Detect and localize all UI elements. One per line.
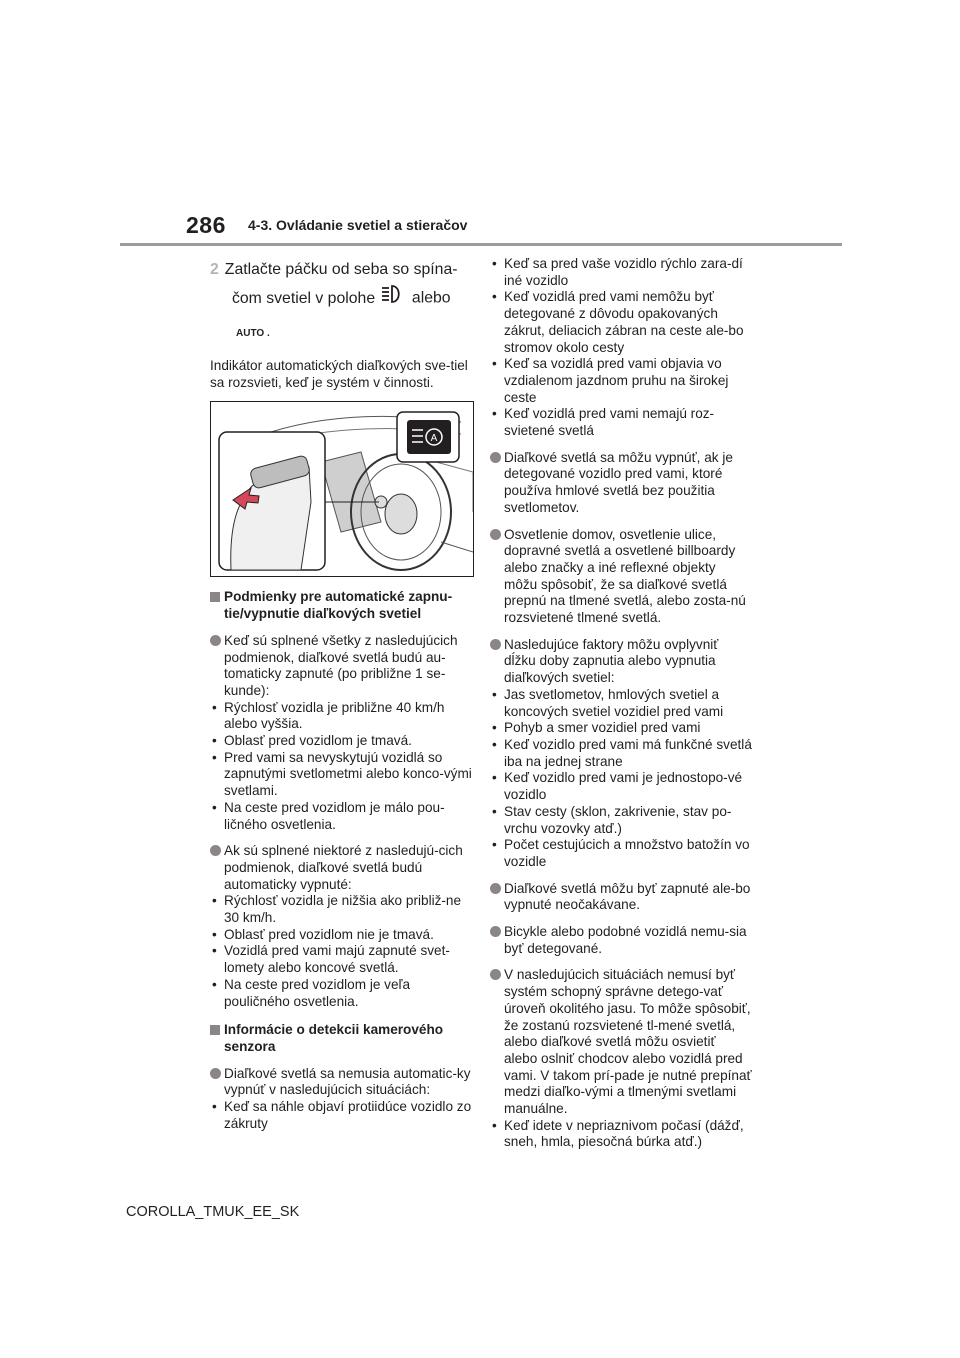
bullet-dot (490, 926, 501, 937)
list-item: • Stav cesty (sklon, zakrivenie, stav po-vrchu vozovky atď.) (492, 803, 732, 836)
list-item: • Keď idete v nepriaznivom počasí (dážď, sneh, hmla, piesočná búrka atď.) (492, 1117, 744, 1150)
list-item: • Keď sa náhle objaví protiidúce vozidlo zo zákruty (212, 1099, 472, 1131)
list-item: • Keď sa vozidlá pred vami objavia vo vzdialenom jazdnom pruhu na širokej ceste (492, 356, 729, 405)
bullet-7-text: Diaľkové svetlá môžu byť zapnuté ale-bo vypnuté neočakávane. (504, 880, 751, 913)
bullet-dot (490, 969, 501, 980)
section1-title: Podmienky pre automatické zapnu-tie/vypnutie diaľkových svetiel (210, 589, 472, 622)
list-item: • Počet cestujúcich a množstvo batožín vo vozidle (492, 837, 750, 869)
left-column (210, 256, 472, 1133)
section2-title: Informácie o detekcii kamerového senzora (210, 1022, 472, 1055)
bullet-3-text: Diaľkové svetlá sa nemusia automatic-ky vypnúť v nasledujúcich situáciách: (224, 1065, 471, 1098)
auto-high-beam-icon (380, 283, 408, 314)
list-item: • Rýchlosť vozidla je približne 40 km/h alebo vyššia. (212, 699, 445, 732)
bullet-dot (490, 639, 501, 650)
svg-text:A: A (430, 433, 438, 445)
bullet-dot (210, 1068, 221, 1079)
auto-position (236, 326, 472, 346)
list-item: • Pohyb a smer vozidiel pred vami (492, 720, 701, 736)
list-item: • Keď vozidlo pred vami má funkčné svetlá iba na jednej strane (492, 736, 752, 769)
bullet-4 (490, 450, 752, 517)
list-item: • Keď sa pred vaše vozidlo rýchlo zara-dí iné vozidlo (492, 256, 743, 288)
step-number: 2 (210, 261, 219, 278)
step-line-1: Zatlačte páčku od seba so spína- (224, 261, 458, 278)
auto-icon: AUTO (236, 328, 265, 339)
bullet-4-text: Diaľkové svetlá sa môžu vypnúť, ak je detegované vozidlo pred vami, ktoré používa hmlové svetlá bez použitia svetlometov. (504, 449, 733, 515)
list-item: • Na ceste pred vozidlom je veľa pouličného osvetlenia. (212, 976, 411, 1009)
section-title: 4-3. Ovládanie svetiel a stieračov (248, 217, 468, 233)
bullet-dot (210, 845, 221, 856)
header-rule (120, 243, 842, 246)
bullet-8-text: Bicykle alebo podobné vozidlá nemu-sia byť detegované. (504, 924, 747, 956)
bullet-5-text: Osvetlenie domov, osvetlenie ulice, dopravné svetlá a osvetlené billboardy alebo značky a iné reflexné objekty môžu spôsobiť, že sa diaľkové svetlá prepnú na tlmené svetlá, alebo zosta-nú rozsvietené tlmené svetlá. (504, 526, 746, 626)
bullet-6-text: Nasledujúce faktory môžu ovplyvniť dĺžku doby zapnutia alebo vypnutia diaľkových svetiel: (504, 636, 719, 686)
bullet-9 (490, 967, 752, 1117)
list-item: • Oblasť pred vozidlom je tmavá. (212, 733, 412, 749)
list-item: • Rýchlosť vozidla je nižšia ako približ-ne 30 km/h. (212, 893, 462, 926)
bullet-dot (490, 883, 501, 894)
list-item: • Keď vozidlo pred vami je jednostopo-vé vozidlo (492, 770, 743, 803)
list-item: • Vozidlá pred vami majú zapnuté svet-lomety alebo koncové svetlá. (212, 943, 450, 976)
bullet-9-text: V nasledujúcich situáciách nemusí byť systém schopný správne detego-vať úroveň okolitého jasu. To môže spôsobiť, že zostanú rozsvietené tl-mené svetlá, alebo diaľkové svetlá môžu osvietiť alebo oslniť chodcov alebo vozidlá pred vami. V takom prí-pade je nutné prepínať medzi diaľko-vými a tlmenými svetlami manuálne. (504, 967, 752, 1117)
right-column (490, 256, 752, 1151)
bullet-dot (490, 452, 501, 463)
page-number: 286 (186, 212, 226, 238)
list-item: • Keď vozidlá pred vami nemajú roz-svietené svetlá (492, 406, 715, 439)
bullet-3 (210, 1066, 472, 1099)
bullet-dot (210, 635, 221, 646)
dashboard-illustration (210, 401, 474, 577)
intro-paragraph: Indikátor automatických diaľkových sve-tiel sa rozsvieti, keď je systém v činnosti. (210, 358, 468, 390)
step-line-2-before: čom svetiel v polohe (232, 289, 376, 307)
list-item: • Oblasť pred vozidlom nie je tmavá. (212, 926, 434, 942)
list-item: • Pred vami sa nevyskytujú vozidlá so zapnutými svetlometmi alebo konco-vými svetlami. (212, 749, 472, 799)
step-2 (210, 256, 472, 314)
bullet-dot (490, 529, 501, 540)
bullet-1-text: Keď sú splnené všetky z nasledujúcich podmienok, diaľkové svetlá budú au-tomaticky zapnuté (po približne 1 se-kunde): (224, 632, 458, 698)
bullet-6 (490, 637, 752, 687)
bullet-2 (210, 843, 472, 893)
bullet-1 (210, 633, 472, 700)
bullet-7 (490, 881, 752, 914)
bullet-5 (490, 527, 752, 627)
list-item: • Na ceste pred vozidlom je málo pou-ličného osvetlenia. (212, 799, 445, 832)
list-item: • Jas svetlometov, hmlových svetiel a koncových svetiel vozidiel pred vami (492, 686, 724, 719)
auto-suffix: . (266, 328, 270, 339)
step-line-2-after: alebo (411, 289, 451, 307)
footer-doc-code: COROLLA_TMUK_EE_SK (126, 1204, 300, 1220)
bullet-2-text: Ak sú splnené niektoré z nasledujú-cich podmienok, diaľkové svetlá budú automaticky vypnuté: (224, 843, 463, 892)
list-item: • Keď vozidlá pred vami nemôžu byť detegované z dôvodu opakovaných zákrut, deliacich zábran na ceste ale-bo stromov okolo cesty (492, 289, 744, 355)
bullet-8 (490, 924, 752, 957)
